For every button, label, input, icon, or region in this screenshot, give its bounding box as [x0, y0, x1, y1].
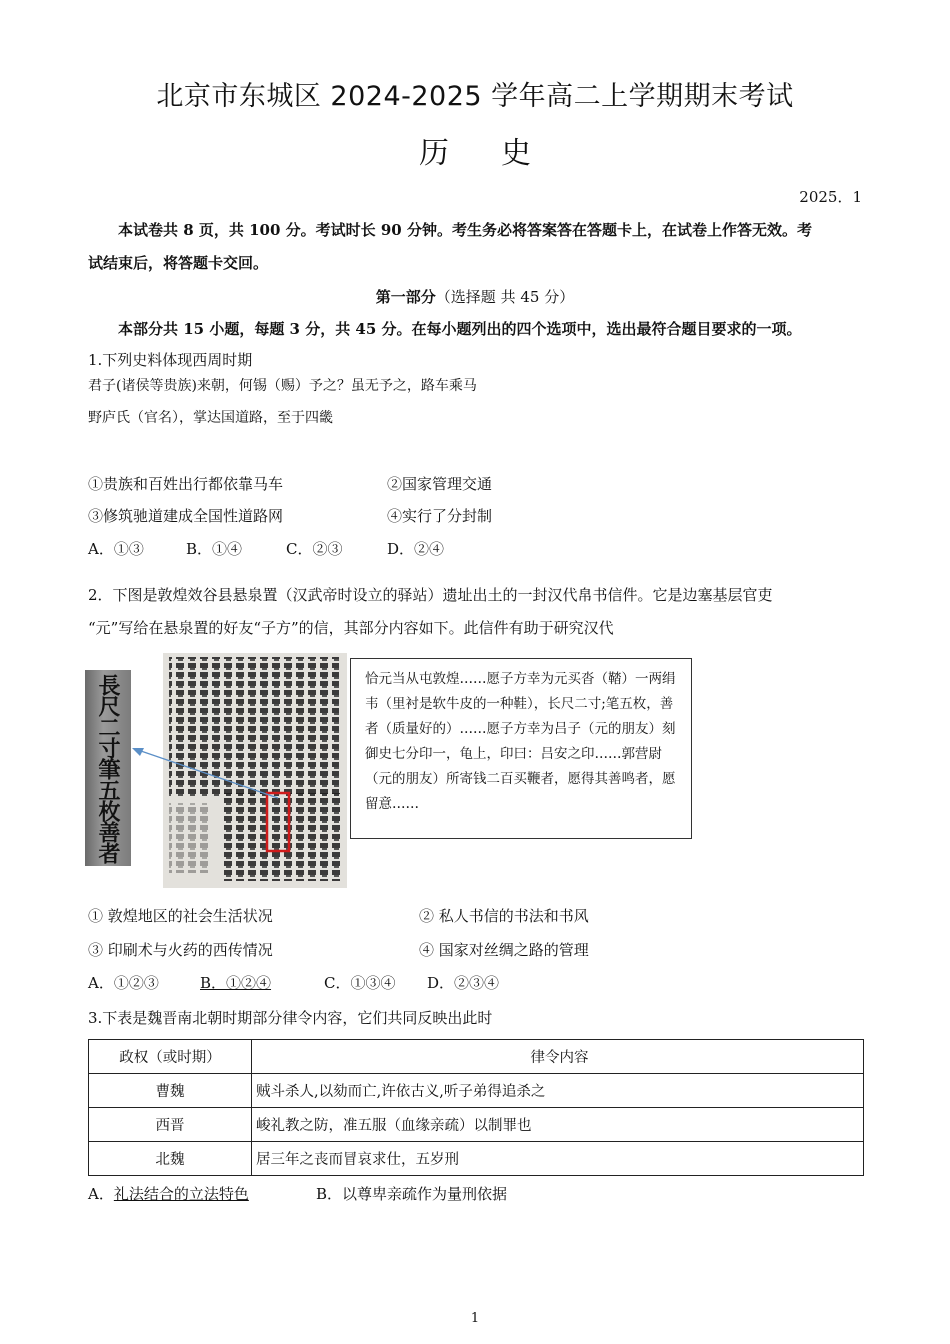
table-header-row: [89, 1040, 864, 1074]
subject-title: 历史: [419, 136, 583, 171]
q1-choice-a: A．①③: [88, 540, 144, 558]
exam-title: 北京市东城区 2024-2025 学年高二上学期期末考试: [156, 81, 794, 112]
table-cell-regime: 西晋: [89, 1108, 252, 1142]
q1-choice-b: B．①④: [186, 540, 243, 558]
q3-choice-a-prefix: A．: [88, 1185, 114, 1203]
exam-date: 2025．1: [799, 188, 862, 206]
q1-option-4: ④实行了分封制: [387, 507, 493, 525]
section-title-rest: （选择题 共 45 分）: [435, 288, 575, 306]
table-cell-law: 峻礼教之防，准五服（血缘亲疏）以制罪也: [252, 1108, 864, 1142]
q2-choice-c: C．①③④: [324, 974, 396, 992]
q3-choice-b: B．以尊卑亲疏作为量刑依据: [316, 1185, 508, 1203]
q2-stem-line2: “元”写给在悬泉置的好友“子方”的信，其部分内容如下。此信件有助于研究汉代: [88, 619, 614, 637]
q2-option-2: ② 私人书信的书法和书风: [419, 907, 589, 925]
q3-stem: 3.下表是魏晋南北朝时期部分律令内容，它们共同反映出此时: [88, 1009, 493, 1027]
table-row: [89, 1108, 864, 1142]
silk-letter-zoom-image: [85, 670, 131, 866]
silk-letter-zoom-text: 長尺二寸筆五枚善者: [95, 674, 121, 863]
section-title-bold: 第一部分: [375, 288, 436, 306]
table-header-regime: 政权（或时期）: [89, 1040, 252, 1074]
q2-choice-b: B．①②④: [200, 974, 272, 992]
q2-stem-line1: 2．下图是敦煌效谷县悬泉置（汉武帝时设立的驿站）遗址出土的一封汉代帛书信件。它是边塞基层官吏: [88, 586, 773, 604]
letter-excerpt-box: 恰元当从屯敦煌……愿子方幸为元买沓（鞜）一两绢韦（里衬是软牛皮的一种鞋），长尺二寸;笔五枚，善者（质量好的）……愿子方幸为吕子（元的朋友）刻御史七分印一，龟上，印曰：吕安之印……郭营尉（元的朋友）所寄钱二百买鞭者，愿得其善鸣者，愿留意……: [350, 658, 692, 839]
q1-source1: 君子(诸侯等贵族)来朝，何锡（赐）予之？虽无予之，路车乘马: [88, 378, 477, 394]
table-cell-regime: 北魏: [89, 1142, 252, 1176]
table-cell-law: 贼斗杀人,以劾而亡,许依古义,听子弟得追杀之: [252, 1074, 864, 1108]
section-heading: [0, 286, 950, 307]
q1-source2: 野庐氏（官名），掌达国道路，至于四畿: [88, 410, 333, 426]
table-row: [89, 1074, 864, 1108]
q3-choice-a: [88, 1183, 249, 1204]
q1-choice-d: D．②④: [387, 540, 445, 558]
table-header-law: 律令内容: [252, 1040, 864, 1074]
q2-option-4: ④ 国家对丝绸之路的管理: [419, 941, 589, 959]
table-row: [89, 1142, 864, 1176]
page-number: 1: [470, 1311, 480, 1326]
q3-choice-a-text: 礼法结合的立法特色: [113, 1185, 249, 1203]
zoom-arrow: [128, 740, 288, 810]
q1-stem: 1.下列史料体现西周时期: [88, 351, 253, 369]
q2-choice-d: D．②③④: [427, 974, 500, 992]
table-cell-regime: 曹魏: [89, 1074, 252, 1108]
q2-option-1: ① 敦煌地区的社会生活状况: [88, 907, 273, 925]
q1-option-2: ②国家管理交通: [387, 475, 493, 493]
q1-choice-c: C．②③: [286, 540, 343, 558]
instructions-line1: 本试卷共 8 页，共 100 分。考试时长 90 分钟。考生务必将答案答在答题卡上，在试卷上作答无效。考: [118, 221, 812, 239]
law-table: [88, 1039, 864, 1176]
q1-option-1: ①贵族和百姓出行都依靠马车: [88, 475, 284, 493]
q2-option-3: ③ 印刷术与火药的西传情况: [88, 941, 273, 959]
section-note: 本部分共 15 小题，每题 3 分，共 45 分。在每小题列出的四个选项中，选出最符合题目要求的一项。: [118, 320, 802, 338]
q1-option-3: ③修筑驰道建成全国性道路网: [88, 507, 284, 525]
q2-choice-a: A．①②③: [88, 974, 159, 992]
instructions-line2: 试结束后，将答题卡交回。: [88, 254, 269, 272]
table-cell-law: 居三年之丧而冒哀求仕，五岁刑: [252, 1142, 864, 1176]
